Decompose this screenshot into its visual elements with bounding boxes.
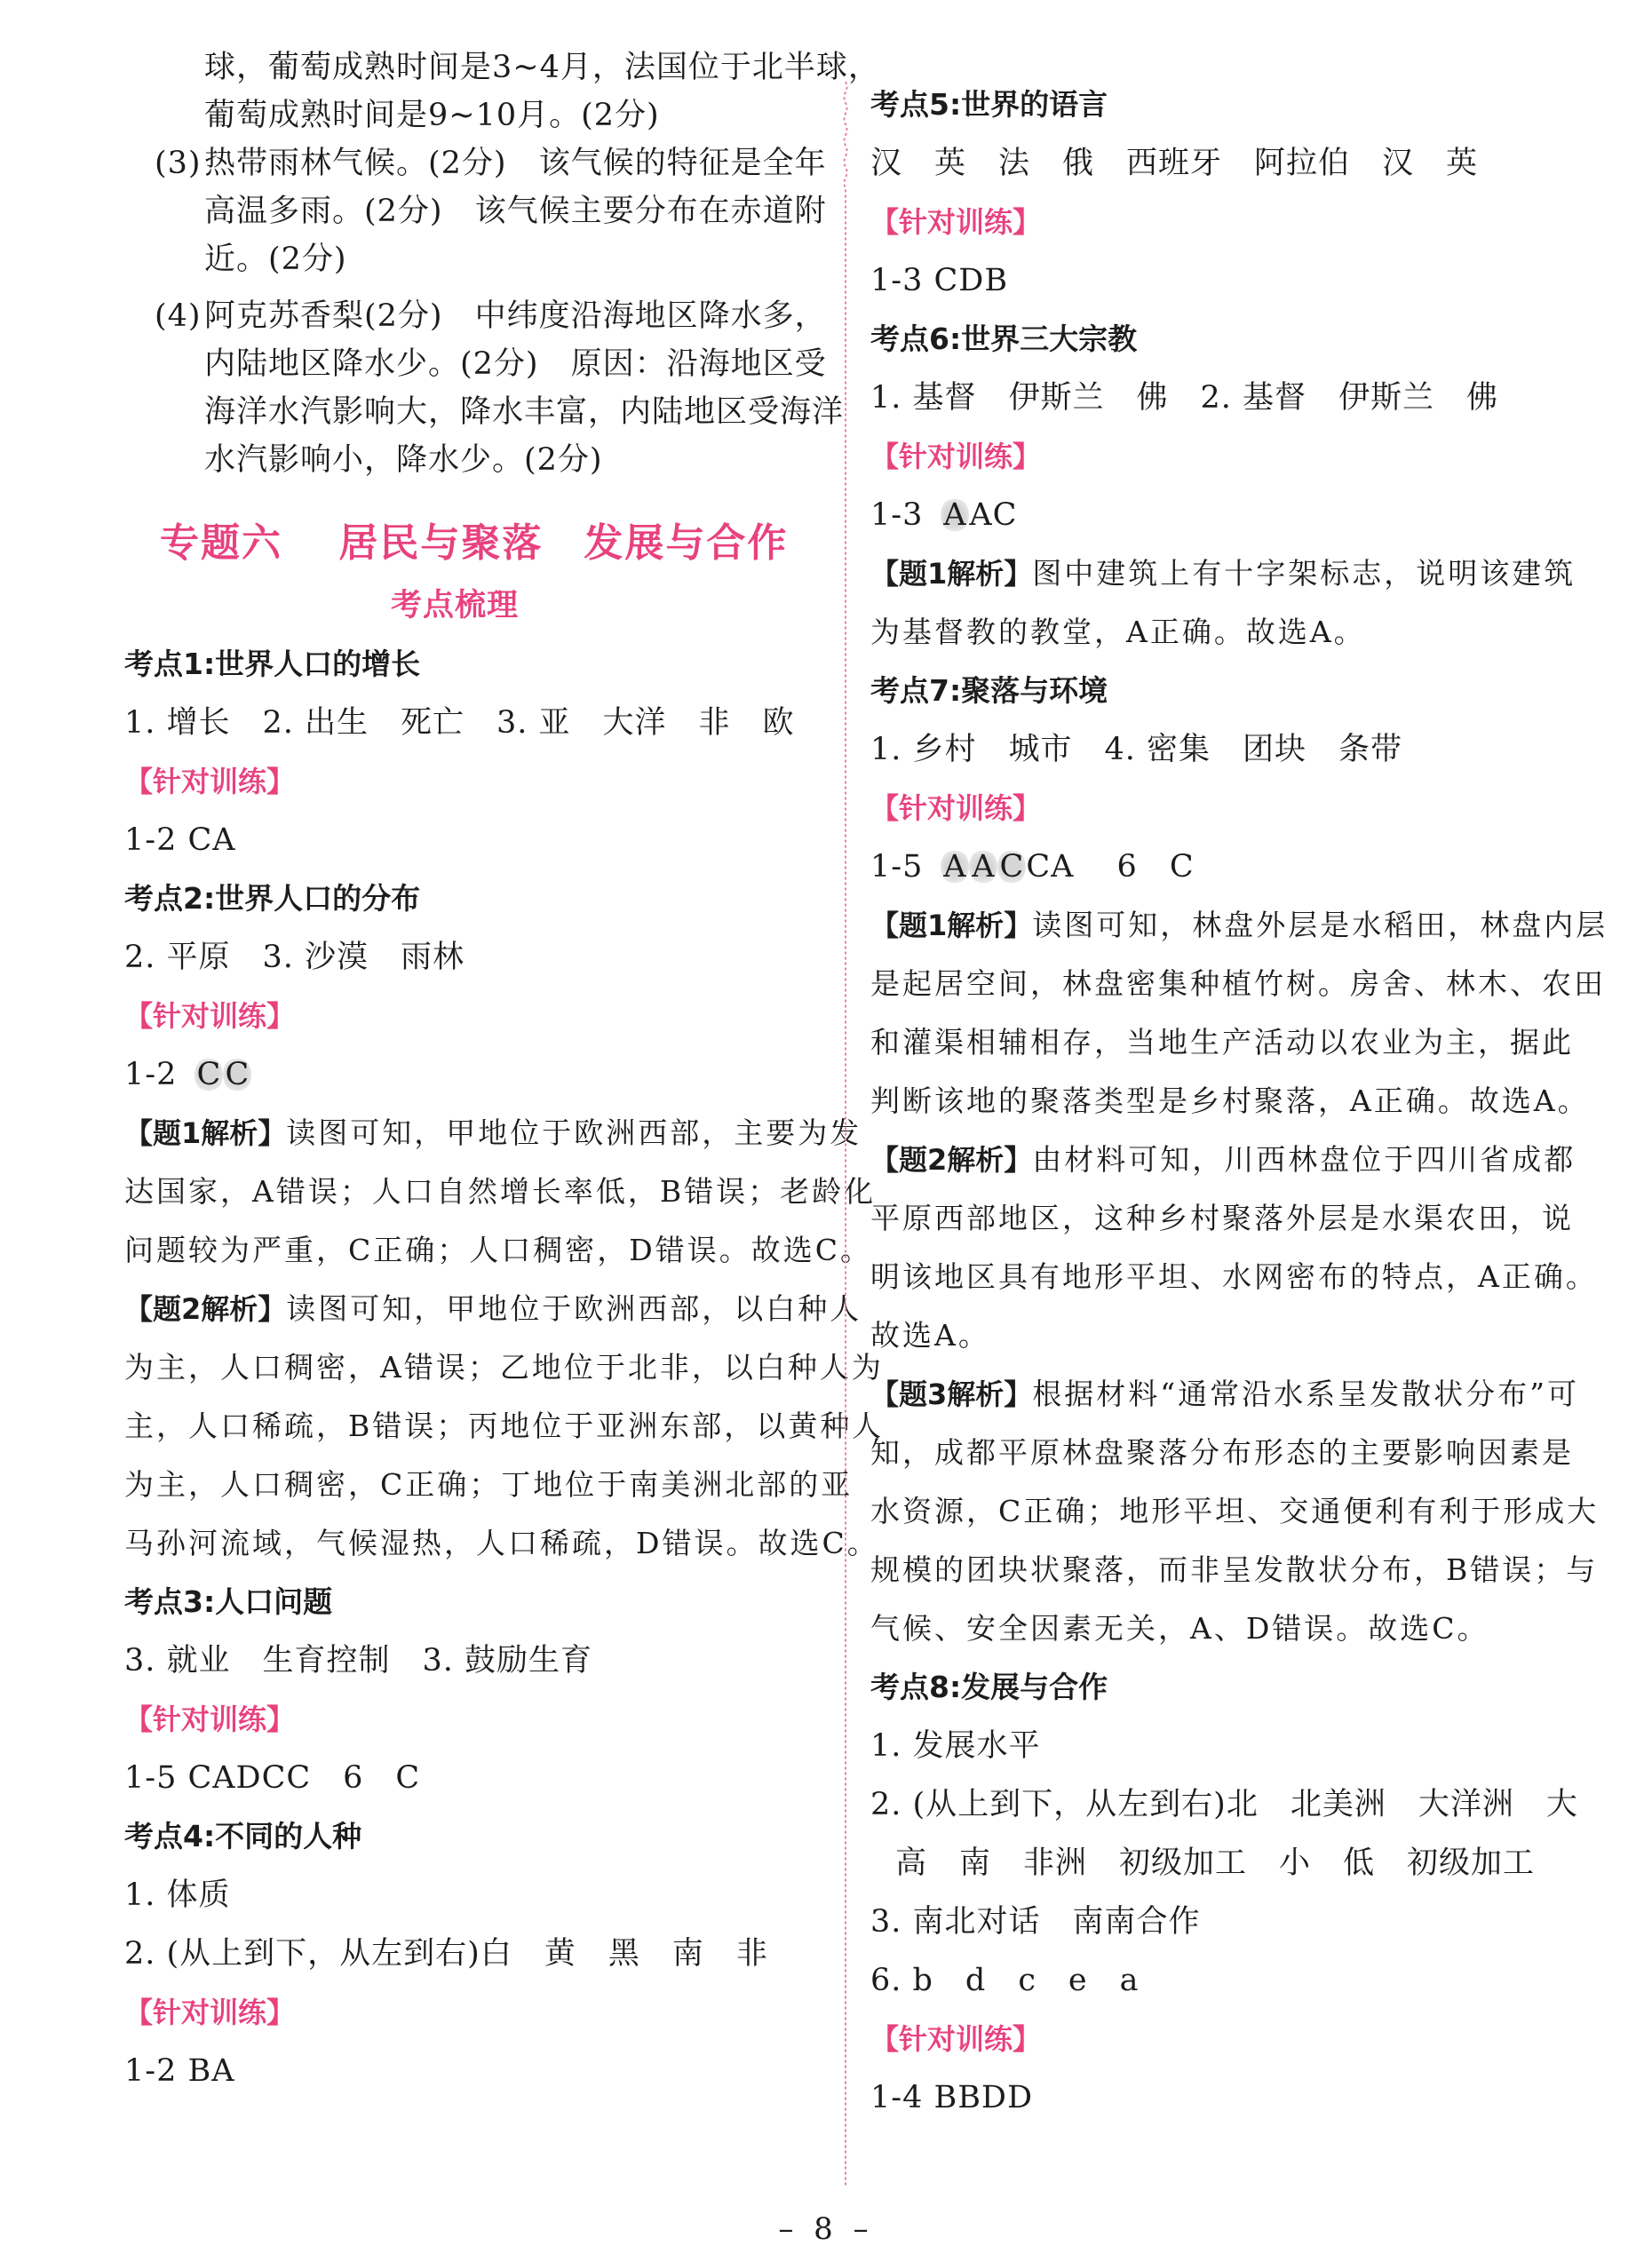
kp3-practice-answers: 1-5 CADCC 6 C	[124, 1760, 421, 1796]
kp7-heading: 考点7:聚落与环境	[870, 673, 1108, 708]
q4-line-2: 内陆地区降水少。(2分) 原因：沿海地区受	[204, 346, 827, 382]
wavy-column-divider	[842, 82, 849, 2187]
q2-continuation-line-2: 葡萄成熟时间是9~10月。(2分)	[204, 98, 660, 133]
kp2-analysis2-line-3: 主，人口稀疏，B错误；丙地位于亚洲东部，以黄种人	[124, 1409, 885, 1443]
kp5-answers: 汉 英 法 俄 西班牙 阿拉伯 汉 英	[870, 146, 1479, 181]
analysis-tag: 【题1解析】	[124, 1116, 287, 1150]
kp7-analysis3-line-1	[870, 1375, 1579, 1414]
kp2-heading: 考点2:世界人口的分布	[124, 881, 421, 916]
kp2-practice-answers	[124, 1055, 251, 1094]
kp6-analysis1-line-1	[870, 554, 1576, 593]
kp7-analysis2-line-4: 故选A。	[870, 1318, 990, 1353]
analysis-tag: 【题3解析】	[870, 1377, 1033, 1411]
kp7-analysis2-line-1	[870, 1140, 1576, 1179]
kp2-analysis2-line-2: 为主，人口稠密，A错误；乙地位于北非，以白种人为	[124, 1350, 884, 1385]
kp7-analysis2-line-3: 明该地区具有地形平坦、水网密布的特点，A正确。	[870, 1259, 1598, 1294]
kp7-analysis1-line-4: 判断该地的聚落类型是乡村聚落，A正确。故选A。	[870, 1083, 1590, 1118]
kp2-analysis2-line-5: 马孙河流域，气候湿热，人口稀疏，D错误。故选C。	[124, 1526, 879, 1560]
analysis-text: 根据材料“通常沿水系呈发散状分布”可	[1032, 1377, 1580, 1411]
analysis-text: 图中建筑上有十字架标志，说明该建筑	[1032, 556, 1577, 591]
kp7-practice-answers	[870, 847, 1195, 886]
q3-line-2: 高温多雨。(2分) 该气候主要分布在赤道附	[204, 194, 827, 229]
kp7-analysis3-line-2: 知，成都平原林盘聚落分布形态的主要影响因素是	[870, 1435, 1574, 1470]
kp4-answer-1: 1. 体质	[124, 1877, 231, 1913]
kp3-answers: 3. 就业 生育控制 3. 鼓励生育	[124, 1643, 593, 1679]
kp7-analysis2-line-2: 平原西部地区，这种乡村聚落外层是水渠农田，说	[870, 1201, 1574, 1235]
kp2-practice-prefix: 1-2	[124, 1057, 178, 1092]
q4-line-1: 阿克苏香梨(2分) 中纬度沿海地区降水多，	[204, 298, 827, 334]
kp1-heading: 考点1:世界人口的增长	[124, 647, 421, 681]
kp8-answer-1: 1. 发展水平	[870, 1728, 1041, 1764]
kp7-answers: 1. 乡村 城市 4. 密集 团块 条带	[870, 732, 1403, 767]
highlight-mark: C	[223, 1057, 251, 1092]
kp3-heading: 考点3:人口问题	[124, 1584, 333, 1619]
analysis-text: 读图可知，林盘外层是水稻田，林盘内层	[1032, 908, 1608, 942]
kp2-analysis1-line-3: 问题较为严重，C正确；人口稠密，D错误。故选C。	[124, 1233, 872, 1267]
highlight-mark: A	[941, 849, 969, 885]
kp6-practice-rest: AC	[969, 497, 1018, 533]
highlight-mark: C	[997, 849, 1026, 885]
kp7-analysis1-line-1	[870, 906, 1608, 945]
q3-number: (3)	[155, 146, 202, 181]
kp1-practice-label: 【针对训练】	[124, 765, 296, 798]
kp4-practice-answers: 1-2 BA	[124, 2053, 235, 2089]
q3-line-1: 热带雨林气候。(2分) 该气候的特征是全年	[204, 146, 827, 181]
kp2-analysis1-line-1	[124, 1114, 862, 1153]
kp6-practice-answers	[870, 496, 1017, 535]
kp7-analysis3-line-5: 气候、安全因素无关，A、D错误。故选C。	[870, 1611, 1489, 1646]
kp8-practice-label: 【针对训练】	[870, 2022, 1042, 2056]
analysis-text: 读图可知，甲地位于欧洲西部，以白种人	[286, 1291, 862, 1326]
q4-number: (4)	[155, 298, 202, 334]
analysis-tag: 【题1解析】	[870, 909, 1033, 942]
kp7-analysis3-line-3: 水资源，C正确；地形平坦、交通便利有利于形成大	[870, 1494, 1600, 1528]
kp6-answers: 1. 基督 伊斯兰 佛 2. 基督 伊斯兰 佛	[870, 380, 1499, 416]
highlight-mark: A	[969, 849, 997, 885]
kp5-practice-answers: 1-3 CDB	[870, 263, 1009, 298]
kp3-practice-label: 【针对训练】	[124, 1702, 296, 1736]
kp2-practice-label: 【针对训练】	[124, 999, 296, 1033]
kp8-answer-2-line-1: 2. (从上到下，从左到右)北 北美洲 大洋洲 大	[870, 1787, 1578, 1822]
analysis-tag: 【题2解析】	[124, 1292, 287, 1326]
kp8-answer-2-line-2: 高 南 非洲 初级加工 小 低 初级加工	[895, 1845, 1536, 1881]
analysis-tag: 【题2解析】	[870, 1143, 1033, 1177]
kp1-answers: 1. 增长 2. 出生 死亡 3. 亚 大洋 非 欧	[124, 705, 795, 741]
kp7-analysis3-line-4: 规模的团块状聚落，而非呈发散状分布，B错误；与	[870, 1552, 1599, 1587]
topic-title: 专题六 居民与聚落 发展与合作	[160, 520, 789, 566]
kp7-analysis1-line-2: 是起居空间，林盘密集种植竹树。房舍、林木、农田	[870, 966, 1606, 1001]
kp4-heading: 考点4:不同的人种	[124, 1819, 362, 1853]
analysis-tag: 【题1解析】	[870, 557, 1033, 591]
kp8-heading: 考点8:发展与合作	[870, 1670, 1108, 1704]
kp8-practice-answers: 1-4 BBDD	[870, 2080, 1034, 2115]
kp6-practice-prefix: 1-3	[870, 497, 924, 533]
kp8-answer-3: 3. 南北对话 南南合作	[870, 1904, 1201, 1940]
analysis-text: 读图可知，甲地位于欧洲西部，主要为发	[286, 1115, 862, 1150]
kp5-heading: 考点5:世界的语言	[870, 87, 1108, 122]
kp1-practice-answers: 1-2 CA	[124, 822, 236, 858]
highlight-mark: A	[941, 497, 969, 533]
kp2-analysis2-line-1	[124, 1290, 862, 1329]
q2-continuation-line-1: 球，葡萄成熟时间是3~4月，法国位于北半球，	[204, 50, 880, 85]
highlight-mark: C	[195, 1057, 223, 1092]
kp7-practice-label: 【针对训练】	[870, 791, 1042, 825]
kp6-heading: 考点6:世界三大宗教	[870, 321, 1138, 356]
kp5-practice-label: 【针对训练】	[870, 205, 1042, 239]
analysis-text: 由材料可知，川西林盘位于四川省成都	[1032, 1142, 1577, 1177]
kp7-practice-prefix: 1-5	[870, 849, 924, 885]
q4-line-4: 水汽影响小，降水少。(2分)	[204, 442, 603, 478]
kp8-answer-6: 6. b d c e a	[870, 1963, 1140, 1998]
kp7-practice-rest: CA 6 C	[1026, 849, 1195, 885]
section-subtitle: 考点梳理	[391, 588, 520, 623]
page-number: – 8 –	[778, 2211, 874, 2247]
kp2-answers: 2. 平原 3. 沙漠 雨林	[124, 940, 465, 975]
kp7-analysis1-line-3: 和灌渠相辅相存，当地生产活动以农业为主，据此	[870, 1025, 1574, 1060]
kp2-analysis1-line-2: 达国家，A错误；人口自然增长率低，B错误；老龄化	[124, 1174, 877, 1209]
q4-line-3: 海洋水汽影响大，降水丰富，内陆地区受海洋	[204, 394, 845, 430]
kp6-analysis1-line-2: 为基督教的教堂，A正确。故选A。	[870, 615, 1366, 649]
kp6-practice-label: 【针对训练】	[870, 440, 1042, 473]
q3-line-3: 近。(2分)	[204, 242, 347, 277]
kp2-analysis2-line-4: 为主，人口稠密，C正确；丁地位于南美洲北部的亚	[124, 1467, 854, 1502]
kp4-answer-2: 2. (从上到下，从左到右)白 黄 黑 南 非	[124, 1936, 768, 1972]
kp4-practice-label: 【针对训练】	[124, 1996, 296, 2029]
